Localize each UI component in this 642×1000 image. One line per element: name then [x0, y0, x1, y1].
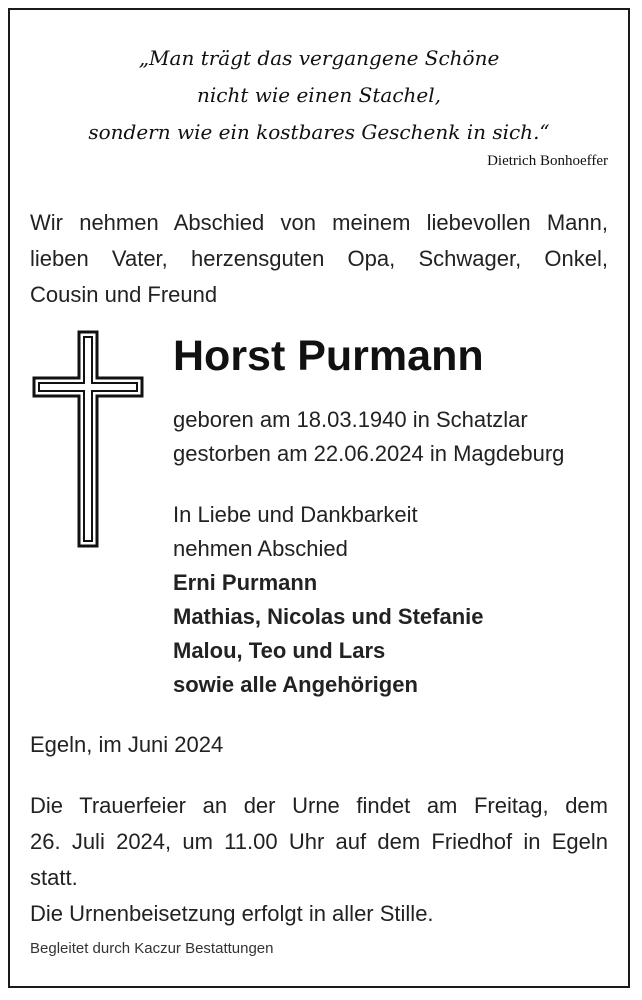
cross-icon: [32, 330, 144, 548]
intro-line: Wir nehmen Abschied von meinem liebevollen Mann,: [30, 210, 608, 235]
obituary-notice: [8, 8, 630, 988]
service-line: statt.: [30, 865, 78, 890]
service-line: 26. Juli 2024, um 11.00 Uhr auf dem Friedhof in Egeln: [30, 829, 608, 854]
quote-line: „Man trägt das vergangene Schöne: [138, 46, 500, 70]
funeral-home-credit: Begleitet durch Kaczur Bestattungen: [30, 940, 274, 957]
quote-line: sondern wie ein kostbares Geschenk in sich.“: [88, 120, 550, 144]
death-date: gestorben am 22.06.2024 in Magdeburg: [173, 441, 565, 466]
intro-line: lieben Vater, herzensguten Opa, Schwager, Onkel,: [30, 246, 608, 271]
service-line: Die Trauerfeier an der Urne findet am Freitag, dem: [30, 793, 608, 818]
mourner-name: Erni Purmann: [173, 570, 318, 595]
intro-text: [30, 205, 608, 313]
quote-block: [10, 40, 628, 151]
birth-date: geboren am 18.03.1940 in Schatzlar: [173, 407, 528, 432]
mourner-name: sowie alle Angehörigen: [173, 672, 418, 697]
service-line: Die Urnenbeisetzung erfolgt in aller Stille.: [30, 901, 434, 926]
service-info: [30, 788, 608, 932]
life-dates: [173, 403, 564, 471]
mourners-list: [173, 498, 484, 702]
place-date: Egeln, im Juni 2024: [30, 732, 224, 757]
mourner-name: Malou, Teo und Lars: [173, 638, 386, 663]
quote-line: nicht wie einen Stachel,: [197, 83, 441, 107]
mourners-intro-line: nehmen Abschied: [173, 536, 348, 561]
quote-author: Dietrich Bonhoeffer: [487, 153, 608, 169]
mourners-intro-line: In Liebe und Dankbarkeit: [173, 502, 418, 527]
intro-line: Cousin und Freund: [30, 282, 218, 307]
mourner-name: Mathias, Nicolas und Stefanie: [173, 604, 484, 629]
deceased-name: Horst Purmann: [173, 332, 484, 380]
